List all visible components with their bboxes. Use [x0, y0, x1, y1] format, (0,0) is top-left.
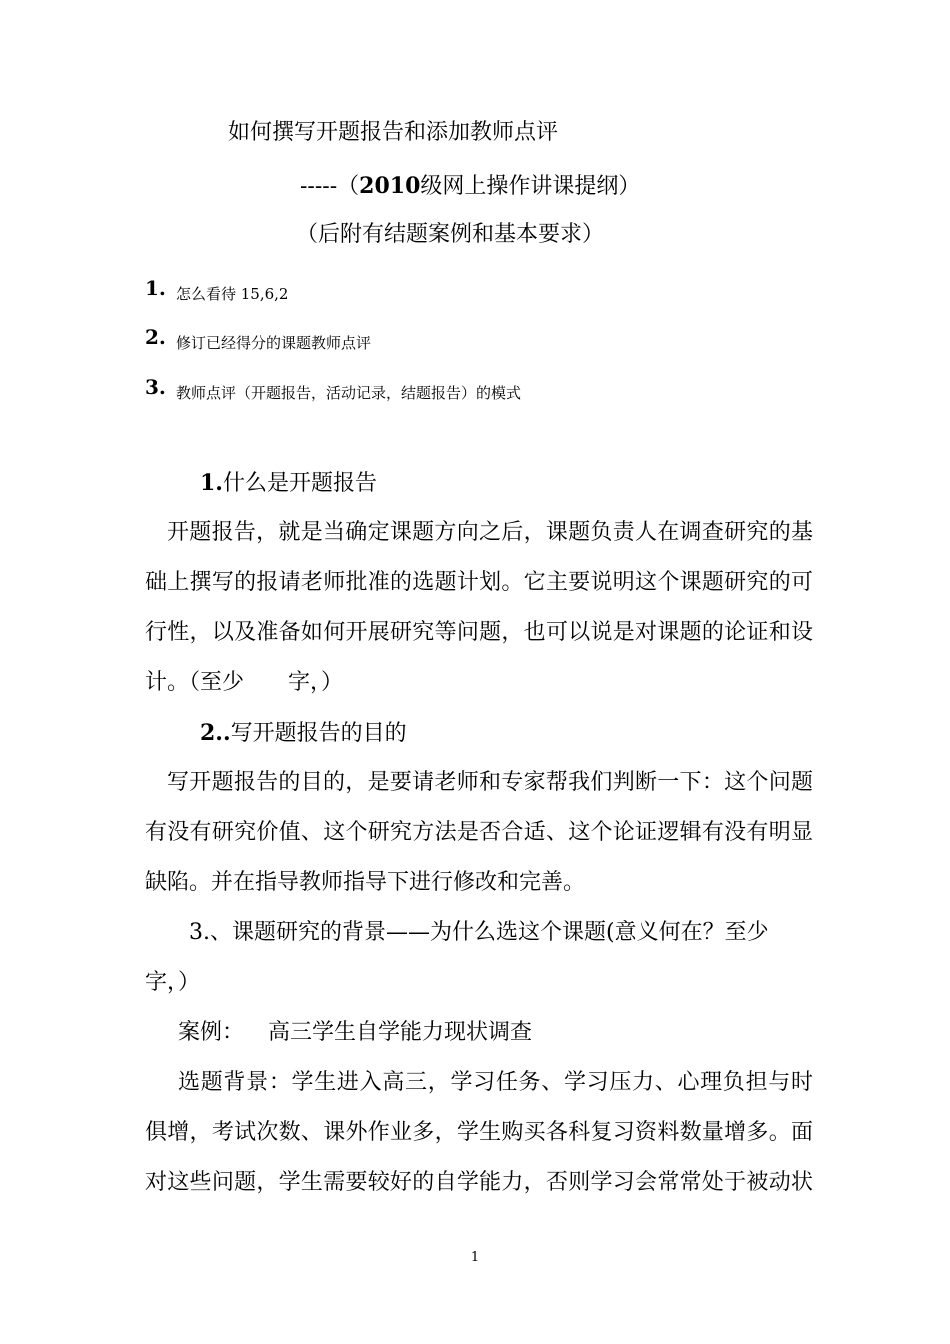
- paragraph-line: 有没有研究价值、这个研究方法是否合适、这个论证逻辑有没有明显: [145, 820, 813, 845]
- section-1-body: [145, 508, 813, 658]
- case-body: [145, 1058, 813, 1208]
- section-1-number: 1.: [200, 470, 223, 496]
- section-1-heading: [200, 468, 377, 499]
- section-2-number: 2..: [200, 720, 231, 746]
- page-number: 1: [470, 1250, 480, 1265]
- paragraph-line: 对这些问题，学生需要较好的自学能力，否则学习会常常处于被动状: [145, 1170, 813, 1195]
- case-label: 案例：: [178, 1020, 245, 1045]
- paragraph-line: 写开题报告的目的，是要请老师和专家帮我们判断一下：这个问题: [167, 770, 813, 795]
- outline-item-1: 怎么看待 15,6,2: [176, 285, 289, 303]
- outline-item-3: 教师点评（开题报告，活动记录，结题报告）的模式: [176, 384, 522, 402]
- paragraph-line: 础上撰写的报请老师批准的选题计划。它主要说明这个课题研究的可: [145, 570, 813, 595]
- section-1-title: 什么是开题报告: [222, 471, 377, 496]
- outline-number-2: 2.: [145, 325, 166, 349]
- section-2-heading: [200, 718, 407, 749]
- paragraph-line: 行性，以及准备如何开展研究等问题，也可以说是对课题的论证和设: [145, 620, 813, 645]
- doc-subtitle: [300, 171, 640, 202]
- section-2-body: [145, 758, 813, 858]
- section-2-title: 写开题报告的目的: [230, 721, 407, 746]
- section-3-heading-cont: 字，）: [145, 970, 201, 995]
- subtitle-year: 2010: [359, 173, 421, 199]
- case-title: 高三学生自学能力现状调查: [268, 1020, 533, 1045]
- outline-number-3: 3.: [145, 375, 166, 399]
- paragraph-line-last: 缺陷。并在指导教师指导下进行修改和完善。: [145, 870, 586, 895]
- doc-note: （后附有结题案例和基本要求）: [296, 222, 605, 247]
- outline-number-1: 1.: [145, 276, 166, 300]
- subtitle-prefix: -----（: [300, 174, 360, 199]
- outline-item-2: 修订已经得分的课题教师点评: [176, 334, 372, 352]
- paragraph-line: 开题报告，就是当确定课题方向之后，课题负责人在调查研究的基: [167, 520, 813, 545]
- paragraph-line-last: 计。（至少 字，）: [145, 670, 344, 695]
- section-3-heading: 3.、课题研究的背景——为什么选这个课题(意义何在？至少: [189, 920, 769, 945]
- doc-title: 如何撰写开题报告和添加教师点评: [228, 120, 559, 145]
- paragraph-line: 选题背景：学生进入高三，学习任务、学习压力、心理负担与时: [178, 1070, 813, 1095]
- subtitle-rest: 级网上操作讲课提纲）: [420, 174, 641, 199]
- paragraph-line: 俱增，考试次数、课外作业多，学生购买各科复习资料数量增多。面: [145, 1120, 813, 1145]
